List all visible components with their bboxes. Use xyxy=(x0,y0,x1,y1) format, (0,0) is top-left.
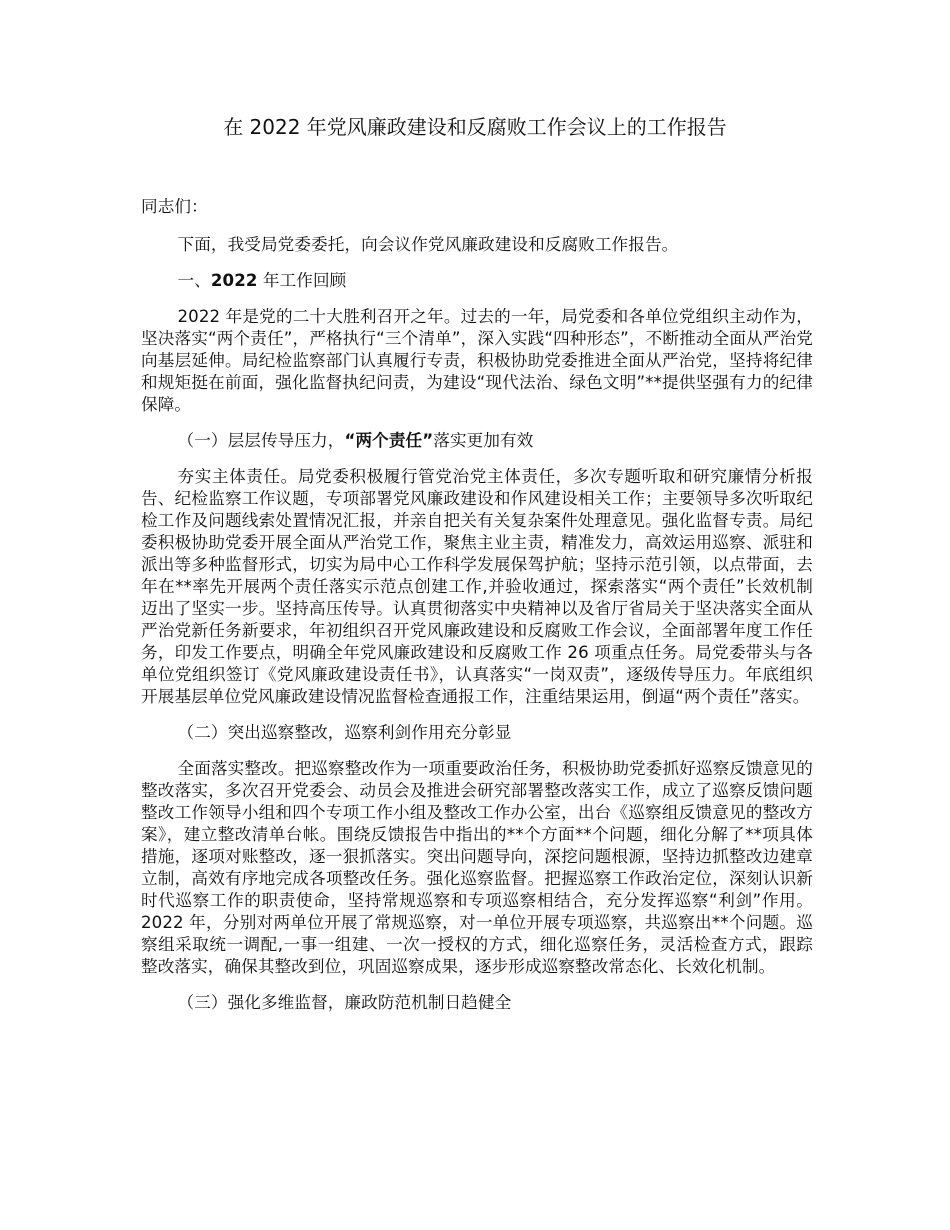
salutation: 同志们： xyxy=(141,197,208,216)
intro-paragraph: 下面，我受局党委委托，向会议作党风廉政建设和反腐败工作报告。 xyxy=(177,235,679,254)
responsibility-paragraph: 夯实主体责任。局党委积极履行管党治党主体责任，多次专题听取和研究廉情分析报告、纪检监察工作议题，专项部署党风廉政建设和作风建设相关工作；主要领导多次听取纪检工作及问题线索处置情况汇报，并亲自把关有关复杂案件处理意见。强化监督专责。局纪委积极协助党委开展全面从严治党工作，聚焦主业主责，精准发力，高效运用巡察、派驻和派出等多种监督形式，切实为局中心工作科学发展保驾护航；坚持示范引领，以点带面，去年在**率先开展两个责任落实示范点创建工作,并验收通过，探索落实“两个责任”长效机制迈出了坚实一步。坚持高压传导。认真贯彻落实中央精神以及省厅省局关于坚决落实全面从严治党新任务新要求，年初组织召开党风廉政建设和反腐败工作会议，全面部署年度工作任务，印发工作要点，明确全年党风廉政建设和反腐败工作 26 项重点任务。局党委带头与各单位党组织签订《党风廉政建设责任书》，认真落实“一岗双责”，逐级传导压力。年底组织开展基层单位党风廉政建设情况监督检查通报工作，注重结果运用，倒逼“两个责任”落实。 xyxy=(141,467,813,706)
document-body xyxy=(141,196,813,1028)
subsection-heading-3: （三）强化多维监督，廉政防范机制日趋健全 xyxy=(177,993,512,1012)
section-heading-1-prefix: 一、 xyxy=(177,271,211,290)
section-heading-1 xyxy=(141,270,813,292)
subsection-heading-1 xyxy=(141,430,813,452)
review-paragraph: 2022 年是党的二十大胜利召开之年。过去的一年，局党委和各单位党组织主动作为，坚决落实“两个责任”，严格执行“三个清单”，深入实践“四种形态”，不断推动全面从严治党向基层延伸。局纪检监察部门认真履行专责，积极协助党委推进全面从严治党，坚持将纪律和规矩挺在前面，强化监督执纪问责，为建设“现代法治、绿色文明”**提供坚强有力的纪律保障。 xyxy=(141,307,813,414)
subsection-heading-1-prefix: （一）层层传导压力， xyxy=(177,431,345,450)
section-heading-1-suffix: 年工作回顾 xyxy=(257,271,347,290)
subsection-heading-2: （二）突出巡察整改，巡察利剑作用充分彰显 xyxy=(177,723,512,742)
inspection-paragraph: 全面落实整改。把巡察整改作为一项重要政治任务，积极协助党委抓好巡察反馈意见的整改落实，多次召开党委会、动员会及推进会研究部署整改落实工作，成立了巡察反馈问题整改工作领导小组和四个专项工作小组及整改工作办公室，出台《巡察组反馈意见的整改方案》，建立整改清单台帐。围绕反馈报告中指出的**个方面**个问题，细化分解了**项具体措施，逐项对账整改，逐一狠抓落实。突出问题导向，深挖问题根源，坚持边抓整改边建章立制，高效有序地完成各项整改任务。强化巡察监督。把握巡察工作政治定位，深刻认识新时代巡察工作的职责使命，坚持常规巡察和专项巡察相结合，充分发挥巡察“利剑”作用。2022 年，分别对两单位开展了常规巡察，对一单位开展专项巡察，共巡察出**个问题。巡察组采取统一调配,一事一组建、一次一授权的方式，细化巡察任务，灵活检查方式，跟踪整改落实，确保其整改到位，巩固巡察成果，逐步形成巡察整改常态化、长效化机制。 xyxy=(141,759,813,976)
document-title: 在 2022 年党风廉政建设和反腐败工作会议上的工作报告 xyxy=(223,115,727,139)
subsection-heading-1-suffix: 落实更加有效 xyxy=(433,431,534,450)
subsection-heading-1-emphasis: “两个责任” xyxy=(344,431,434,450)
section-heading-1-year: 2022 xyxy=(210,271,258,290)
